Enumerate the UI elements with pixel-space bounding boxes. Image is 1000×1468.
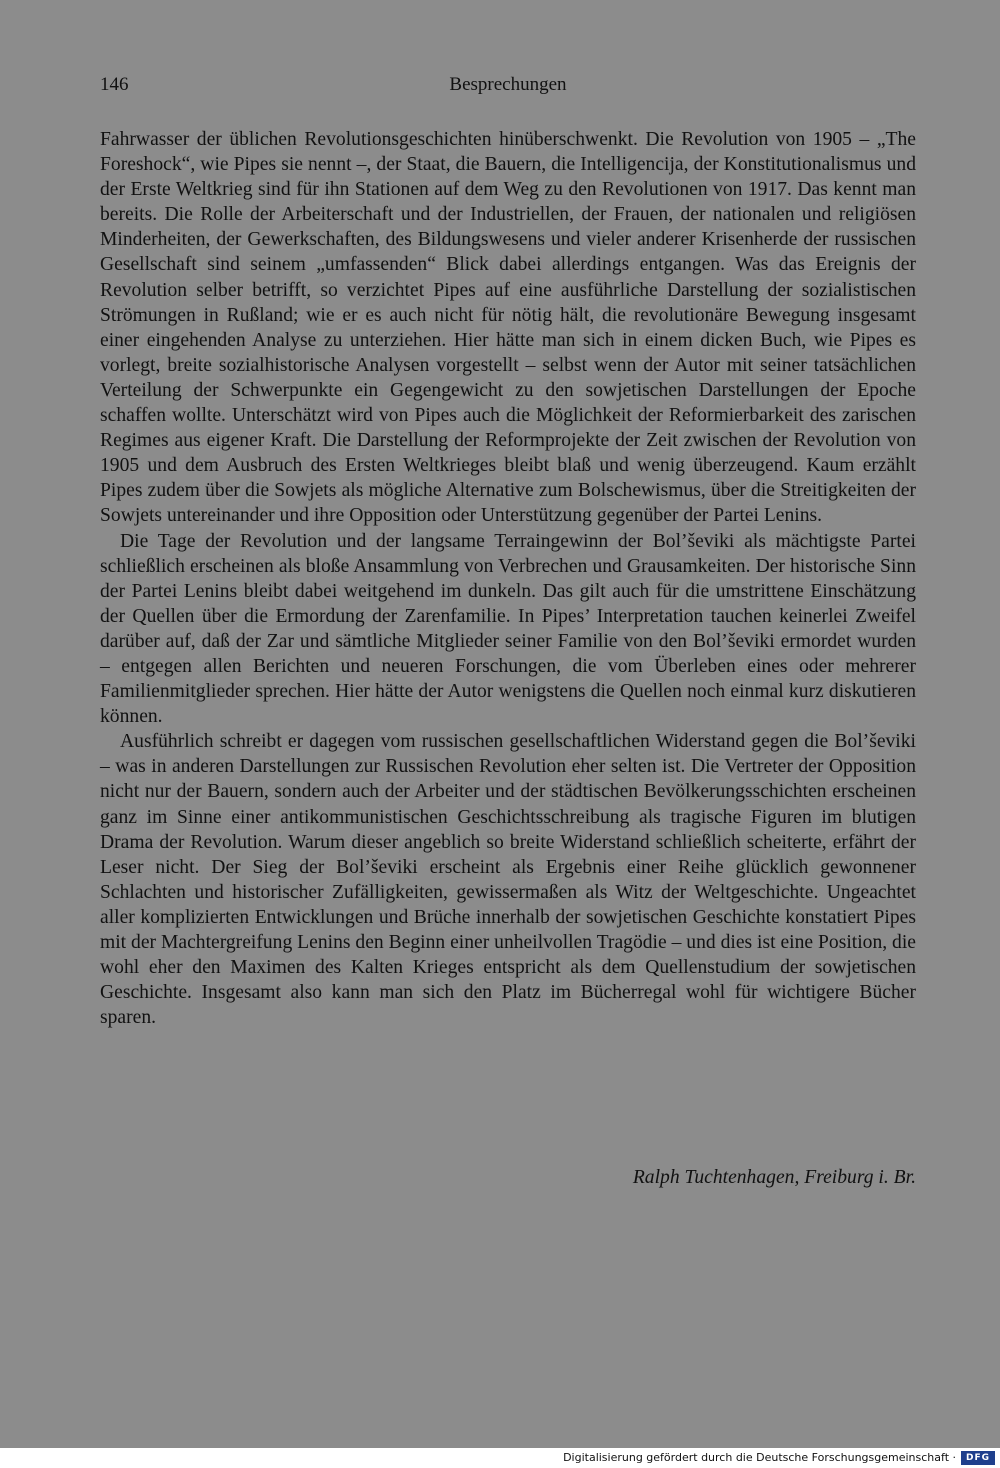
- review-body: [100, 127, 916, 1030]
- running-head: Besprechungen: [449, 74, 567, 95]
- footer-credit: Digitalisierung gefördert durch die Deutsche Forschungsgemeinschaft ·: [563, 1451, 956, 1464]
- author-signature: Ralph Tuchtenhagen, Freiburg i. Br.: [632, 1167, 916, 1188]
- paragraph: Ausführlich schreibt er dagegen vom russischen gesellschaftlichen Widerstand gegen die Bol’ševiki – was in anderen Darstellungen zur Russischen Revolution eher selten ist. Die Vertreter der Opposition nicht nur der Bauern, sondern auch der Arbeiter und der städtischen Bevölkerungsschichten erscheinen ganz im Sinne einer antikommunistischen Geschichtsschreibung als tragische Figuren im blutigen Drama der Revolution. Warum dieser angeblich so breite Widerstand schließlich scheiterte, erfährt der Leser nicht. Der Sieg der Bol’ševiki erscheint als Ergebnis einer Reihe glücklich gewonnener Schlachten und historischer Zufälligkeiten, gewissermaßen als Witz der Weltgeschichte. Ungeachtet aller komplizierten Entwicklungen und Brüche innerhalb der sowjetischen Geschichte konstatiert Pipes mit der Machtergreifung Lenins den Beginn einer unheilvollen Tragödie – und dies ist eine Position, die wohl eher den Maximen des Kalten Krieges entspricht als dem Quellenstudium der sowjetischen Geschichte. Insgesamt also kann man sich den Platz im Bücherregal wohl für wichtigere Bücher sparen.: [100, 731, 916, 1029]
- paragraph: Fahrwasser der üblichen Revolutionsgeschichten hinüberschwenkt. Die Revolution von 1905 – „The Foreshock“, wie Pipes sie nennt –, der Staat, die Bauern, die Intelligencija, der Konstitutionalismus und der Erste Weltkrieg sind für ihn Stationen auf dem Weg zu den Revolutionen von 1917. Das kennt man bereits. Die Rolle der Arbeiterschaft und der Industriellen, der Frauen, der nationalen und religiösen Minderheiten, der Gewerkschaften, des Bildungswesens und vieler anderer Krisenherde der russischen Gesellschaft sind seinem „umfassenden“ Blick dabei allerdings entgangen. Was das Ereignis der Revolution selber betrifft, so verzichtet Pipes auf eine ausführliche Darstellung der sozialistischen Strömungen in Rußland; wie er es auch nicht für nötig hält, die revolutionäre Bewegung insgesamt einer eingehenden Analyse zu unterziehen. Hier hätte man sich in einem dicken Buch, wie Pipes es vorlegt, breite sozialhistorische Analysen vorgestellt – selbst wenn der Autor mit seiner tatsächlichen Verteilung der Schwerpunkte ein Gegengewicht zu den sowjetischen Darstellungen der Epoche schaffen wollte. Unterschätzt wird von Pipes auch die Möglichkeit der Reformierbarkeit des zarischen Regimes aus eigener Kraft. Die Darstellung der Reformprojekte der Zeit zwischen der Revolution von 1905 und dem Ausbruch des Ersten Weltkrieges bleibt blaß und wenig überzeugend. Kaum erzählt Pipes zudem über die Sowjets als mögliche Alternative zum Bolschewismus, über die Streitigkeiten der Sowjets untereinander und ihre Opposition oder Unterstützung gegenüber der Partei Lenins.: [100, 129, 916, 527]
- paragraph: Die Tage der Revolution und der langsame Terraingewinn der Bol’ševiki als mächtigste Partei schließlich erscheinen als bloße Ansammlung von Verbrechen und Grausamkeiten. Der historische Sinn der Partei Lenins bleibt dabei weitgehend im dunkeln. Das gilt auch für die umstrittene Einschätzung der Quellen über die Ermordung der Zarenfamilie. In Pipes’ Interpretation tauchen keinerlei Zweifel darüber auf, daß der Zar und sämtliche Mitglieder seiner Familie von den Bol’ševiki ermordet wurden – entgegen allen Berichten und neueren Forschungen, die vom Überleben eines oder mehrerer Familienmitglieder sprechen. Hier hätte der Autor wenigstens die Quellen noch einmal kurz diskutieren können.: [100, 530, 916, 728]
- dfg-logo: DFG: [961, 1451, 995, 1465]
- digitization-footer: [0, 1448, 1000, 1468]
- page-header: [100, 74, 916, 102]
- page-number: 146: [100, 74, 129, 95]
